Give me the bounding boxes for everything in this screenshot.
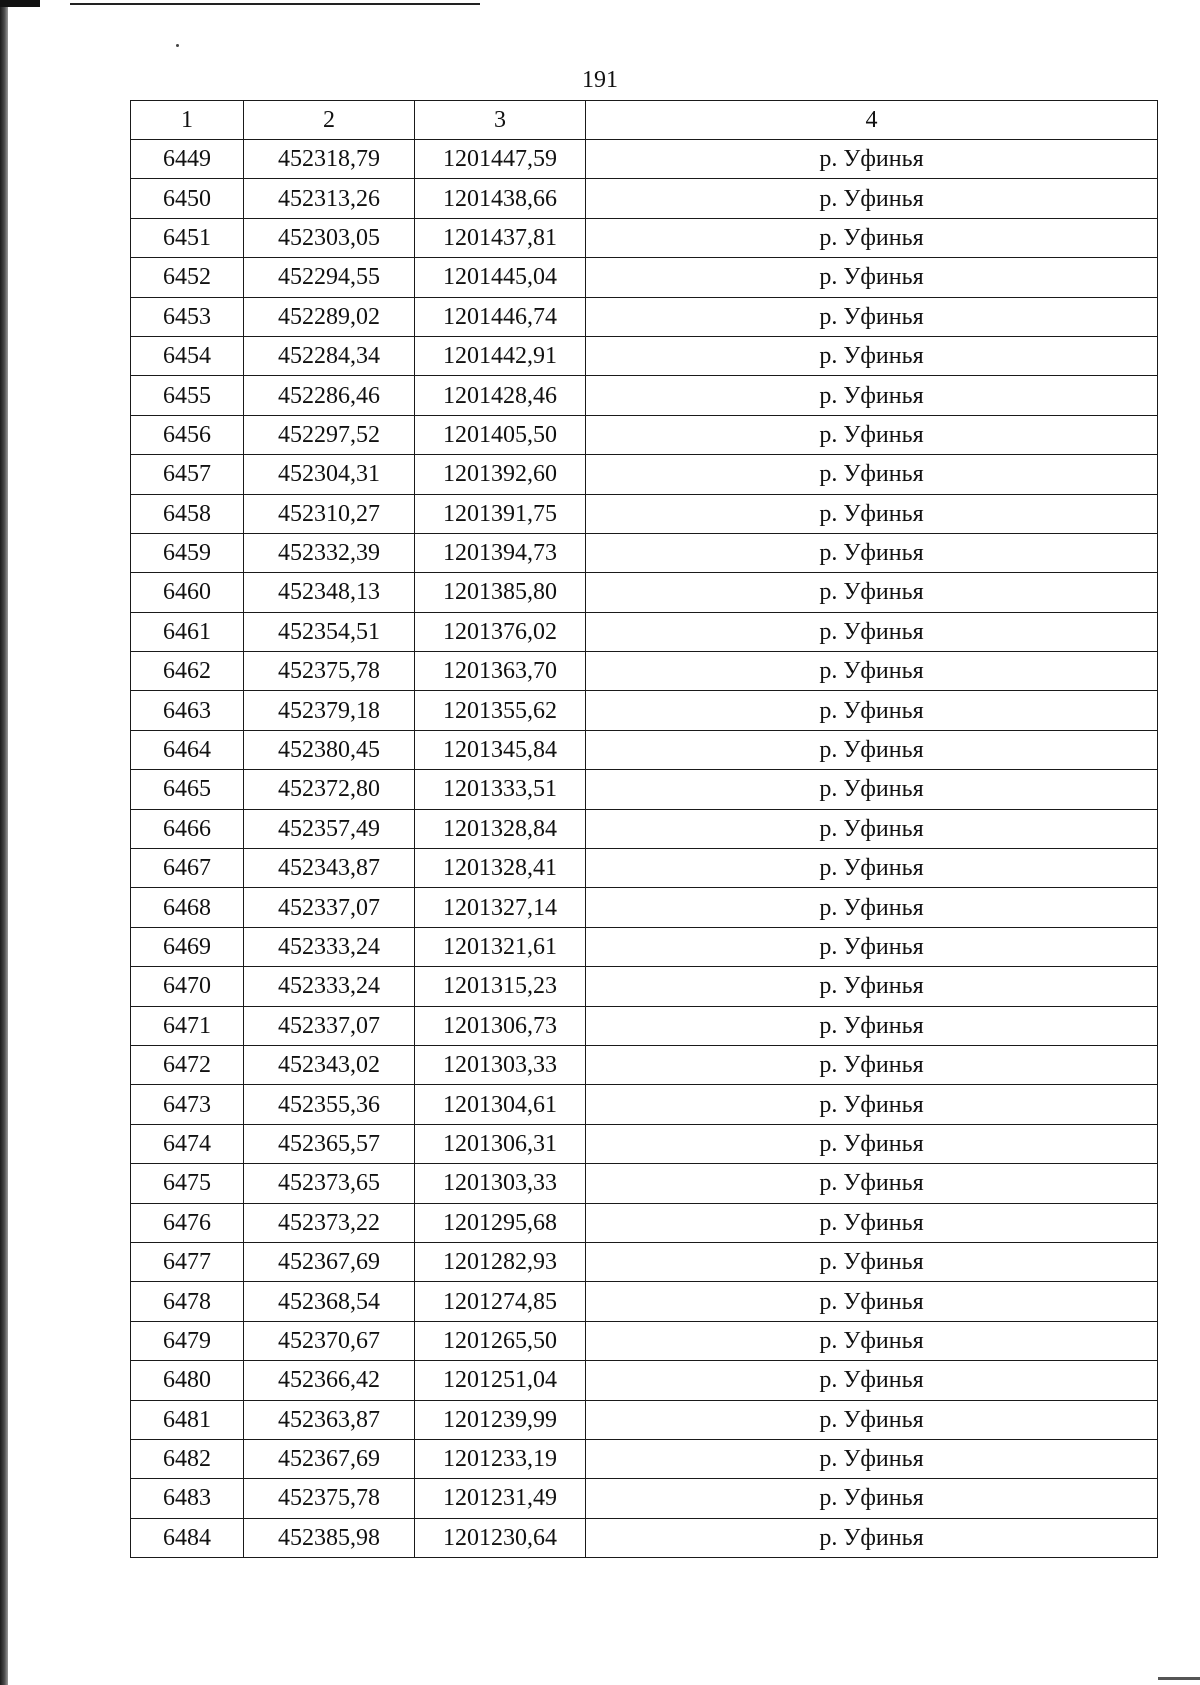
description-cell: р. Уфинья xyxy=(586,1361,1158,1400)
y-coordinate-cell: 1201385,80 xyxy=(415,573,586,612)
x-coordinate-cell: 452313,26 xyxy=(244,179,415,218)
y-coordinate-cell: 1201428,46 xyxy=(415,376,586,415)
description-cell: р. Уфинья xyxy=(586,652,1158,691)
y-coordinate-cell: 1201303,33 xyxy=(415,1164,586,1203)
table-row xyxy=(131,218,1158,257)
page-number: 191 xyxy=(582,67,618,93)
column-header: 1 xyxy=(131,101,244,140)
table-header-row xyxy=(131,101,1158,140)
table-row xyxy=(131,179,1158,218)
x-coordinate-cell: 452385,98 xyxy=(244,1518,415,1557)
table-row xyxy=(131,770,1158,809)
description-cell: р. Уфинья xyxy=(586,612,1158,651)
y-coordinate-cell: 1201233,19 xyxy=(415,1439,586,1478)
description-cell: р. Уфинья xyxy=(586,809,1158,848)
x-coordinate-cell: 452303,05 xyxy=(244,218,415,257)
y-coordinate-cell: 1201355,62 xyxy=(415,691,586,730)
point-number-cell: 6464 xyxy=(131,730,244,769)
description-cell: р. Уфинья xyxy=(586,1479,1158,1518)
description-cell: р. Уфинья xyxy=(586,1242,1158,1281)
table-row xyxy=(131,849,1158,888)
point-number-cell: 6469 xyxy=(131,927,244,966)
description-cell: р. Уфинья xyxy=(586,533,1158,572)
description-cell: р. Уфинья xyxy=(586,140,1158,179)
table-row xyxy=(131,1006,1158,1045)
description-cell: р. Уфинья xyxy=(586,218,1158,257)
description-cell: р. Уфинья xyxy=(586,730,1158,769)
description-cell: р. Уфинья xyxy=(586,1045,1158,1084)
point-number-cell: 6450 xyxy=(131,179,244,218)
y-coordinate-cell: 1201274,85 xyxy=(415,1282,586,1321)
x-coordinate-cell: 452294,55 xyxy=(244,258,415,297)
description-cell: р. Уфинья xyxy=(586,415,1158,454)
scan-top-line xyxy=(70,3,480,5)
point-number-cell: 6462 xyxy=(131,652,244,691)
table-row xyxy=(131,691,1158,730)
table-row xyxy=(131,1203,1158,1242)
table-row xyxy=(131,652,1158,691)
table-row xyxy=(131,612,1158,651)
scan-left-edge xyxy=(0,0,8,1685)
table-row xyxy=(131,809,1158,848)
coordinates-table xyxy=(130,100,1158,1558)
y-coordinate-cell: 1201345,84 xyxy=(415,730,586,769)
table-row xyxy=(131,258,1158,297)
x-coordinate-cell: 452333,24 xyxy=(244,967,415,1006)
table-row xyxy=(131,1479,1158,1518)
table-row xyxy=(131,455,1158,494)
column-header: 2 xyxy=(244,101,415,140)
x-coordinate-cell: 452367,69 xyxy=(244,1242,415,1281)
description-cell: р. Уфинья xyxy=(586,1439,1158,1478)
y-coordinate-cell: 1201251,04 xyxy=(415,1361,586,1400)
point-number-cell: 6473 xyxy=(131,1085,244,1124)
y-coordinate-cell: 1201321,61 xyxy=(415,927,586,966)
y-coordinate-cell: 1201315,23 xyxy=(415,967,586,1006)
y-coordinate-cell: 1201282,93 xyxy=(415,1242,586,1281)
table-row xyxy=(131,1361,1158,1400)
table-body xyxy=(131,140,1158,1558)
description-cell: р. Уфинья xyxy=(586,297,1158,336)
point-number-cell: 6470 xyxy=(131,967,244,1006)
description-cell: р. Уфинья xyxy=(586,455,1158,494)
table-row xyxy=(131,967,1158,1006)
table-row xyxy=(131,1321,1158,1360)
point-number-cell: 6468 xyxy=(131,888,244,927)
point-number-cell: 6456 xyxy=(131,415,244,454)
point-number-cell: 6478 xyxy=(131,1282,244,1321)
table-row xyxy=(131,1282,1158,1321)
y-coordinate-cell: 1201304,61 xyxy=(415,1085,586,1124)
table-row xyxy=(131,573,1158,612)
description-cell: р. Уфинья xyxy=(586,849,1158,888)
table-row xyxy=(131,927,1158,966)
table-row xyxy=(131,533,1158,572)
y-coordinate-cell: 1201363,70 xyxy=(415,652,586,691)
description-cell: р. Уфинья xyxy=(586,179,1158,218)
column-header: 4 xyxy=(586,101,1158,140)
description-cell: р. Уфинья xyxy=(586,494,1158,533)
y-coordinate-cell: 1201445,04 xyxy=(415,258,586,297)
y-coordinate-cell: 1201394,73 xyxy=(415,533,586,572)
column-header: 3 xyxy=(415,101,586,140)
point-number-cell: 6465 xyxy=(131,770,244,809)
table-row xyxy=(131,1242,1158,1281)
point-number-cell: 6459 xyxy=(131,533,244,572)
point-number-cell: 6449 xyxy=(131,140,244,179)
x-coordinate-cell: 452357,49 xyxy=(244,809,415,848)
y-coordinate-cell: 1201405,50 xyxy=(415,415,586,454)
point-number-cell: 6454 xyxy=(131,336,244,375)
x-coordinate-cell: 452354,51 xyxy=(244,612,415,651)
description-cell: р. Уфинья xyxy=(586,967,1158,1006)
x-coordinate-cell: 452375,78 xyxy=(244,652,415,691)
table-row xyxy=(131,1124,1158,1163)
table-row xyxy=(131,415,1158,454)
description-cell: р. Уфинья xyxy=(586,1124,1158,1163)
x-coordinate-cell: 452337,07 xyxy=(244,888,415,927)
table-row xyxy=(131,297,1158,336)
description-cell: р. Уфинья xyxy=(586,1203,1158,1242)
description-cell: р. Уфинья xyxy=(586,1164,1158,1203)
description-cell: р. Уфинья xyxy=(586,1518,1158,1557)
description-cell: р. Уфинья xyxy=(586,770,1158,809)
x-coordinate-cell: 452289,02 xyxy=(244,297,415,336)
x-coordinate-cell: 452304,31 xyxy=(244,455,415,494)
scan-top-mark xyxy=(0,0,40,7)
x-coordinate-cell: 452367,69 xyxy=(244,1439,415,1478)
description-cell: р. Уфинья xyxy=(586,927,1158,966)
x-coordinate-cell: 452343,87 xyxy=(244,849,415,888)
y-coordinate-cell: 1201295,68 xyxy=(415,1203,586,1242)
x-coordinate-cell: 452343,02 xyxy=(244,1045,415,1084)
point-number-cell: 6484 xyxy=(131,1518,244,1557)
table-row xyxy=(131,140,1158,179)
table-row xyxy=(131,888,1158,927)
y-coordinate-cell: 1201376,02 xyxy=(415,612,586,651)
x-coordinate-cell: 452337,07 xyxy=(244,1006,415,1045)
y-coordinate-cell: 1201306,31 xyxy=(415,1124,586,1163)
table-row xyxy=(131,376,1158,415)
point-number-cell: 6480 xyxy=(131,1361,244,1400)
x-coordinate-cell: 452348,13 xyxy=(244,573,415,612)
y-coordinate-cell: 1201239,99 xyxy=(415,1400,586,1439)
description-cell: р. Уфинья xyxy=(586,258,1158,297)
point-number-cell: 6479 xyxy=(131,1321,244,1360)
point-number-cell: 6451 xyxy=(131,218,244,257)
point-number-cell: 6467 xyxy=(131,849,244,888)
description-cell: р. Уфинья xyxy=(586,1085,1158,1124)
description-cell: р. Уфинья xyxy=(586,573,1158,612)
table-row xyxy=(131,1400,1158,1439)
x-coordinate-cell: 452332,39 xyxy=(244,533,415,572)
x-coordinate-cell: 452379,18 xyxy=(244,691,415,730)
y-coordinate-cell: 1201391,75 xyxy=(415,494,586,533)
description-cell: р. Уфинья xyxy=(586,336,1158,375)
point-number-cell: 6474 xyxy=(131,1124,244,1163)
point-number-cell: 6453 xyxy=(131,297,244,336)
x-coordinate-cell: 452366,42 xyxy=(244,1361,415,1400)
table-row xyxy=(131,730,1158,769)
x-coordinate-cell: 452365,57 xyxy=(244,1124,415,1163)
description-cell: р. Уфинья xyxy=(586,1400,1158,1439)
point-number-cell: 6481 xyxy=(131,1400,244,1439)
point-number-cell: 6458 xyxy=(131,494,244,533)
point-number-cell: 6460 xyxy=(131,573,244,612)
y-coordinate-cell: 1201265,50 xyxy=(415,1321,586,1360)
description-cell: р. Уфинья xyxy=(586,1006,1158,1045)
table-row xyxy=(131,1085,1158,1124)
y-coordinate-cell: 1201442,91 xyxy=(415,336,586,375)
point-number-cell: 6461 xyxy=(131,612,244,651)
x-coordinate-cell: 452368,54 xyxy=(244,1282,415,1321)
point-number-cell: 6477 xyxy=(131,1242,244,1281)
point-number-cell: 6457 xyxy=(131,455,244,494)
x-coordinate-cell: 452333,24 xyxy=(244,927,415,966)
x-coordinate-cell: 452370,67 xyxy=(244,1321,415,1360)
point-number-cell: 6475 xyxy=(131,1164,244,1203)
description-cell: р. Уфинья xyxy=(586,691,1158,730)
table-row xyxy=(131,494,1158,533)
table-row xyxy=(131,1164,1158,1203)
table-row xyxy=(131,1045,1158,1084)
point-number-cell: 6483 xyxy=(131,1479,244,1518)
point-number-cell: 6466 xyxy=(131,809,244,848)
x-coordinate-cell: 452372,80 xyxy=(244,770,415,809)
x-coordinate-cell: 452297,52 xyxy=(244,415,415,454)
y-coordinate-cell: 1201230,64 xyxy=(415,1518,586,1557)
x-coordinate-cell: 452375,78 xyxy=(244,1479,415,1518)
x-coordinate-cell: 452310,27 xyxy=(244,494,415,533)
x-coordinate-cell: 452318,79 xyxy=(244,140,415,179)
point-number-cell: 6452 xyxy=(131,258,244,297)
table-row xyxy=(131,1439,1158,1478)
scan-bottom-mark xyxy=(1158,1677,1200,1680)
x-coordinate-cell: 452363,87 xyxy=(244,1400,415,1439)
table-row xyxy=(131,336,1158,375)
description-cell: р. Уфинья xyxy=(586,376,1158,415)
y-coordinate-cell: 1201303,33 xyxy=(415,1045,586,1084)
x-coordinate-cell: 452373,22 xyxy=(244,1203,415,1242)
point-number-cell: 6455 xyxy=(131,376,244,415)
x-coordinate-cell: 452373,65 xyxy=(244,1164,415,1203)
y-coordinate-cell: 1201327,14 xyxy=(415,888,586,927)
x-coordinate-cell: 452380,45 xyxy=(244,730,415,769)
point-number-cell: 6471 xyxy=(131,1006,244,1045)
point-number-cell: 6472 xyxy=(131,1045,244,1084)
y-coordinate-cell: 1201392,60 xyxy=(415,455,586,494)
description-cell: р. Уфинья xyxy=(586,1282,1158,1321)
description-cell: р. Уфинья xyxy=(586,888,1158,927)
table-row xyxy=(131,1518,1158,1557)
x-coordinate-cell: 452355,36 xyxy=(244,1085,415,1124)
scan-dot xyxy=(176,44,179,47)
point-number-cell: 6463 xyxy=(131,691,244,730)
y-coordinate-cell: 1201231,49 xyxy=(415,1479,586,1518)
x-coordinate-cell: 452284,34 xyxy=(244,336,415,375)
y-coordinate-cell: 1201306,73 xyxy=(415,1006,586,1045)
y-coordinate-cell: 1201438,66 xyxy=(415,179,586,218)
y-coordinate-cell: 1201447,59 xyxy=(415,140,586,179)
point-number-cell: 6482 xyxy=(131,1439,244,1478)
y-coordinate-cell: 1201333,51 xyxy=(415,770,586,809)
y-coordinate-cell: 1201437,81 xyxy=(415,218,586,257)
y-coordinate-cell: 1201328,84 xyxy=(415,809,586,848)
point-number-cell: 6476 xyxy=(131,1203,244,1242)
x-coordinate-cell: 452286,46 xyxy=(244,376,415,415)
y-coordinate-cell: 1201328,41 xyxy=(415,849,586,888)
description-cell: р. Уфинья xyxy=(586,1321,1158,1360)
y-coordinate-cell: 1201446,74 xyxy=(415,297,586,336)
